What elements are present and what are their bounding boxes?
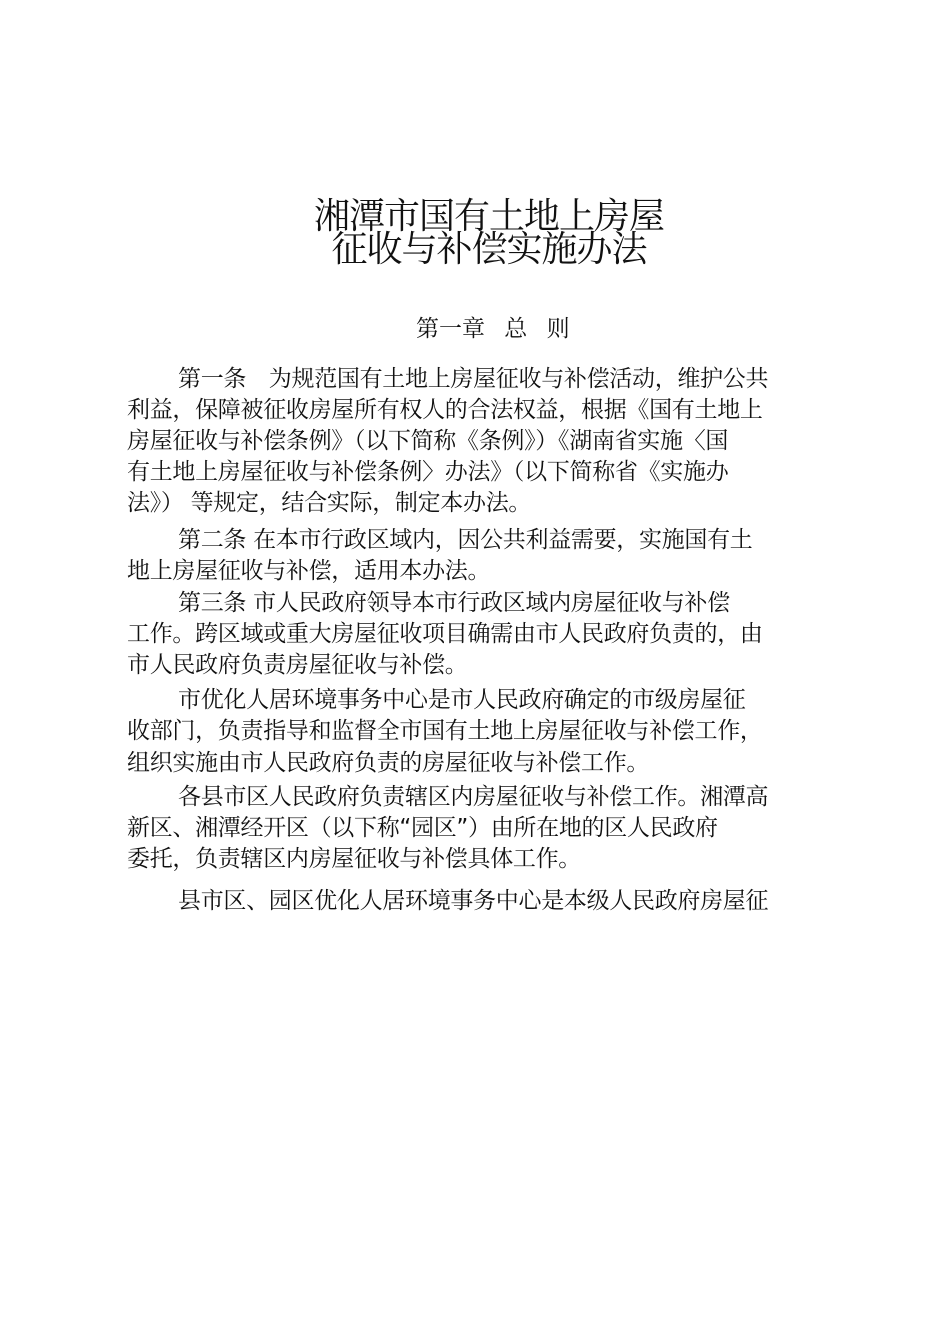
article-1-line-2: 利益，保障被征收房屋所有权人的合法权益，根据《国有土地上 [127,397,763,423]
article-1-line-5: 法》） 等规定，结合实际，制定本办法。 [127,490,532,516]
paragraph-county-center-line-1: 县市区、园区优化人居环境事务中心是本级人民政府房屋征 [178,888,769,914]
article-3-line-3: 市人民政府负责房屋征收与补偿。 [127,652,468,678]
paragraph-city-center-line-2: 收部门，负责指导和监督全市国有土地上房屋征收与补偿工作， [127,718,763,744]
document-title-line-1: 湘潭市国有土地上房屋 [313,196,664,237]
paragraph-city-center-line-1: 市优化人居环境事务中心是市人民政府确定的市级房屋征 [178,687,746,713]
article-3-line-1: 第三条 市人民政府领导本市行政区域内房屋征收与补偿 [178,590,730,616]
paragraph-counties-line-1: 各县市区人民政府负责辖区内房屋征收与补偿工作。湘潭高 [178,784,769,810]
article-2-line-1: 第二条 在本市行政区域内，因公共利益需要，实施国有土 [178,527,753,553]
article-1-line-3: 房屋征收与补偿条例》（以下简称《条例》）《湖南省实施〈国 [127,428,729,454]
chapter-heading: 第一章 总 则 [416,316,570,342]
paragraph-counties-line-2: 新区、湘潭经开区（以下称“园区”）由所在地的区人民政府 [127,815,718,841]
paragraph-city-center-line-3: 组织实施由市人民政府负责的房屋征收与补偿工作。 [127,750,650,776]
article-3-line-2: 工作。跨区域或重大房屋征收项目确需由市人民政府负责的，由 [127,621,763,647]
document-title-line-2: 征收与补偿实施办法 [331,229,647,270]
article-2-line-2: 地上房屋征收与补偿，适用本办法。 [127,558,491,584]
article-1-line-4: 有土地上房屋征收与补偿条例〉办法》（以下简称省《实施办 [127,459,729,485]
article-1-line-1: 第一条 为规范国有土地上房屋征收与补偿活动，维护公共 [178,366,769,392]
paragraph-counties-line-3: 委托，负责辖区内房屋征收与补偿具体工作。 [127,846,582,872]
